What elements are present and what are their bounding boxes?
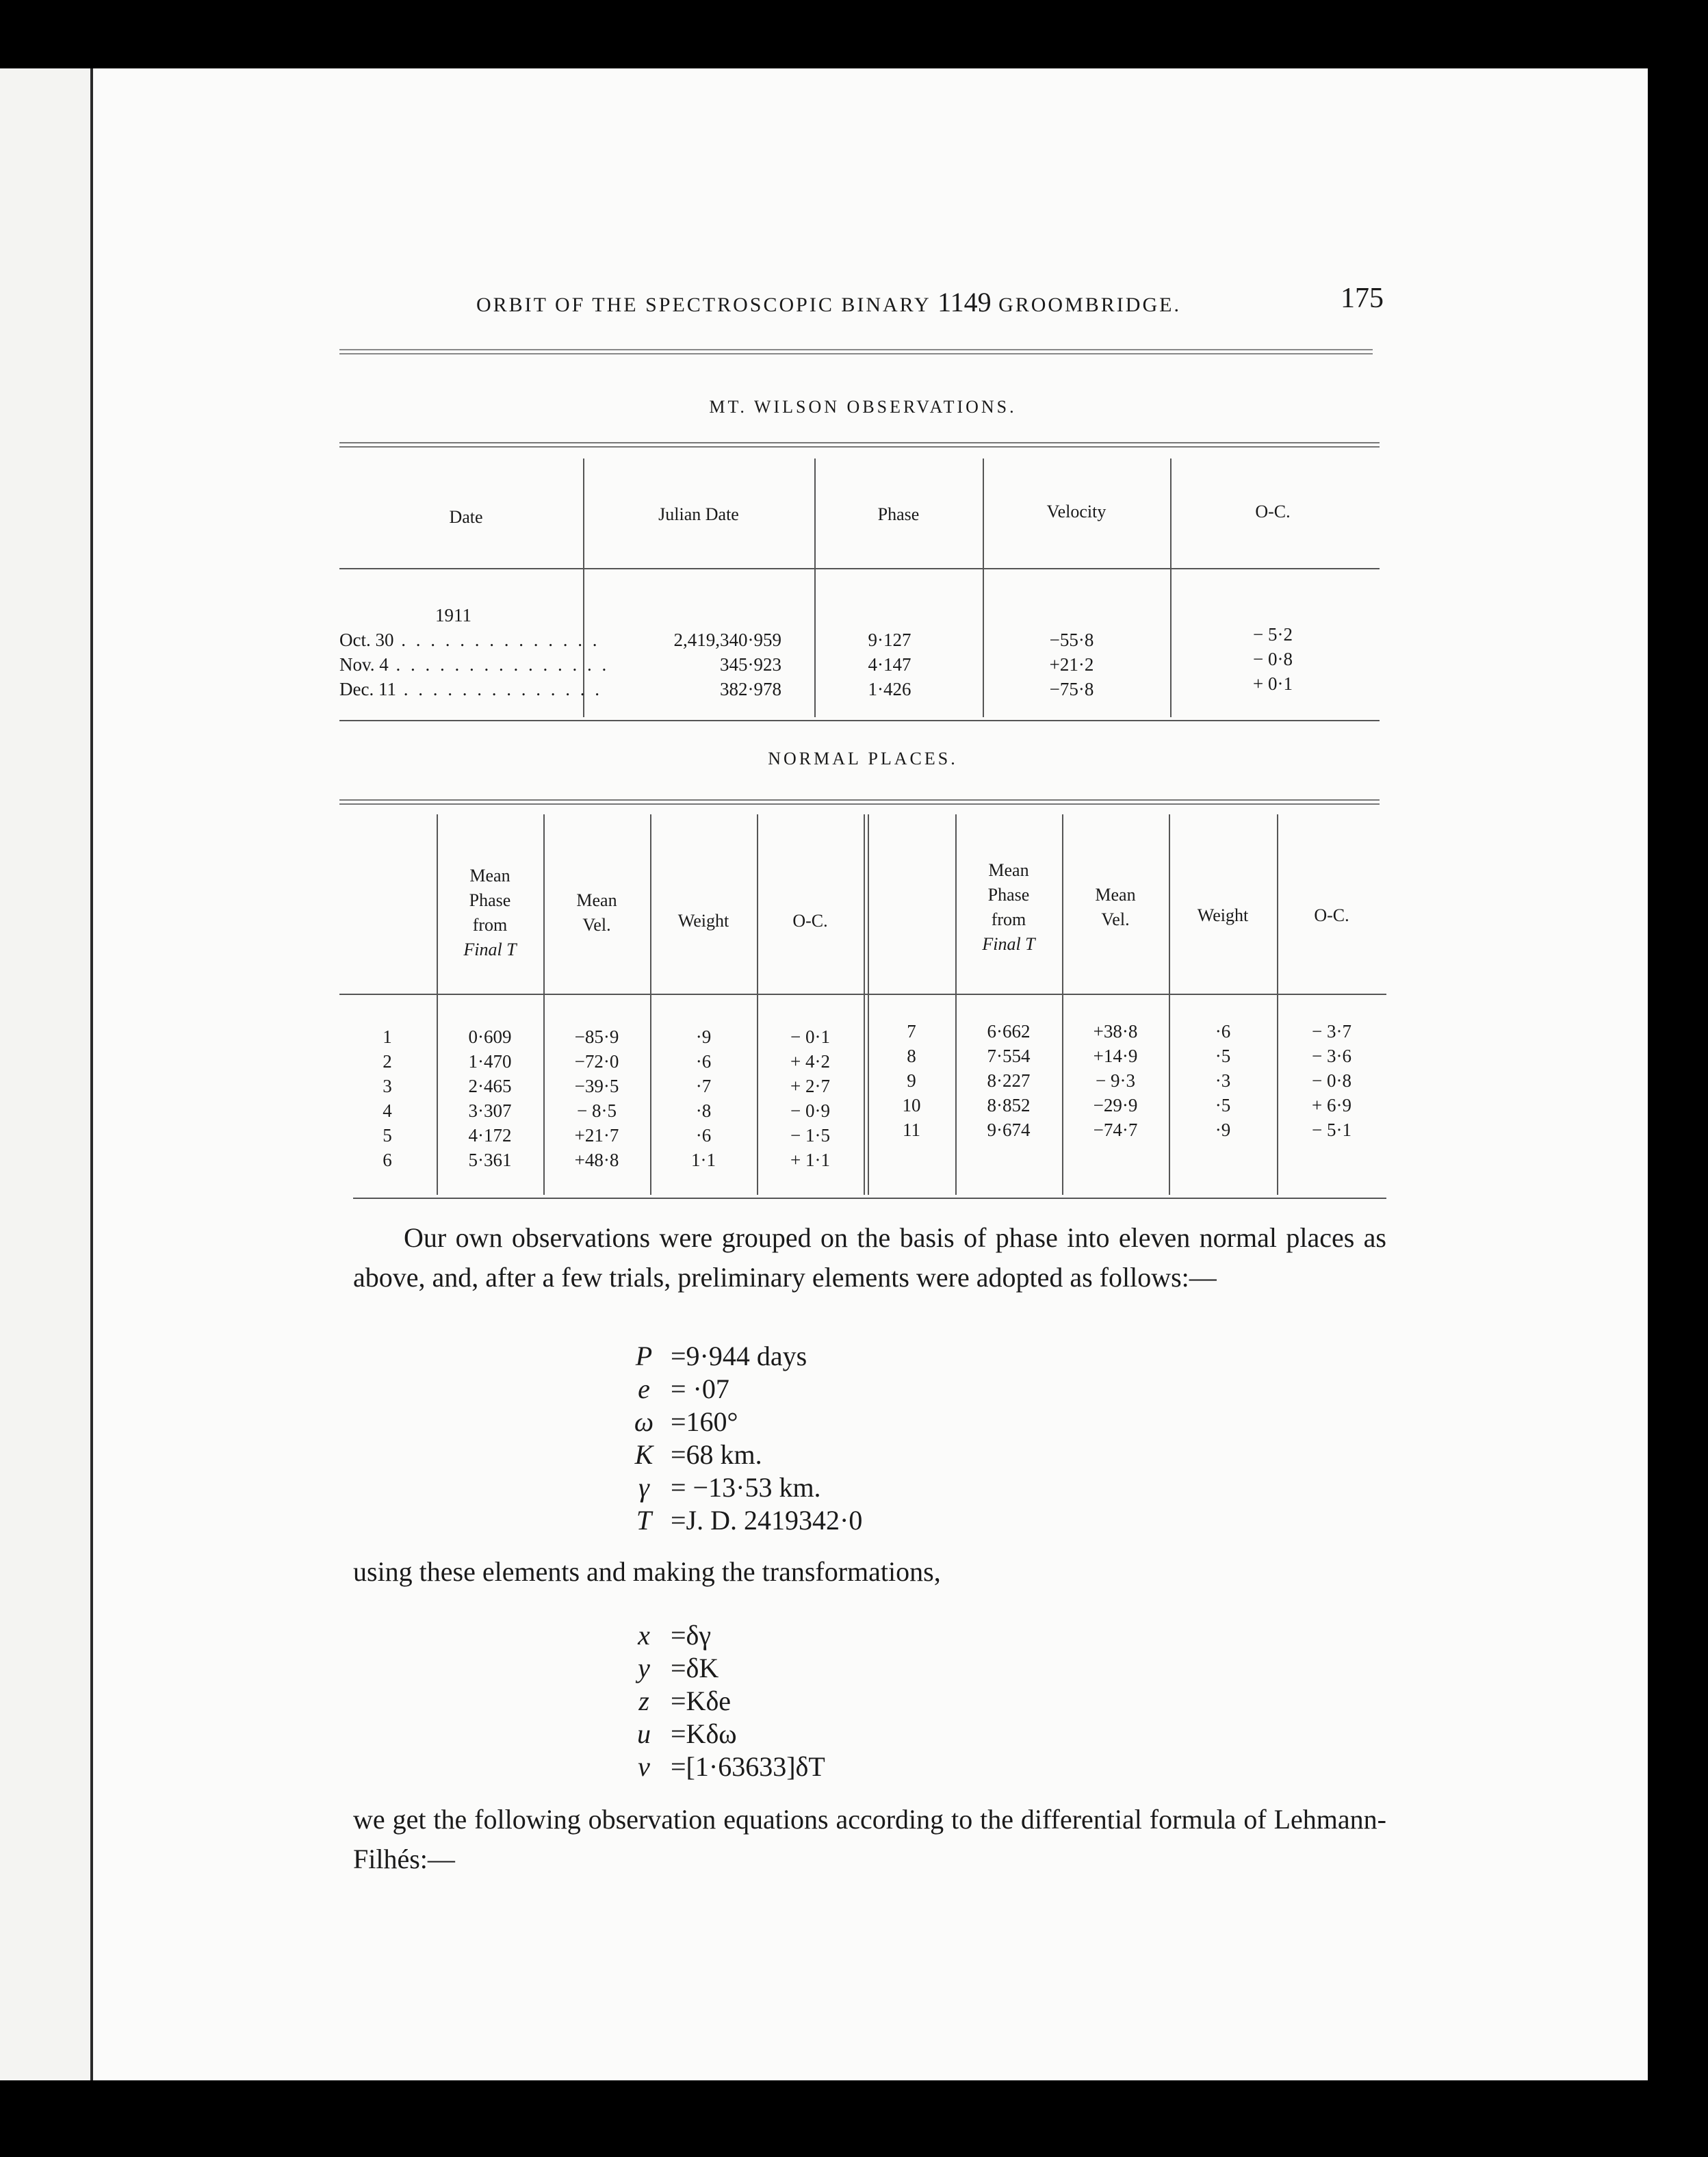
double-rule bbox=[339, 353, 1373, 354]
col-header-weight: Weight bbox=[677, 911, 729, 931]
element-row: T =J. D. 2419342·0 bbox=[636, 1505, 863, 1536]
paragraph-transformations: using these elements and making the transformations, bbox=[353, 1556, 941, 1587]
oc-cell: − 0·8 bbox=[1253, 649, 1293, 669]
col-header-date: Date bbox=[449, 507, 483, 527]
julian-cell: 2,419,340·959 bbox=[673, 630, 781, 650]
element-row: ω =160° bbox=[634, 1406, 738, 1437]
col-header-mean-phase: Mean Phase from Final T bbox=[463, 866, 517, 959]
paragraph-equations: we get the following observation equations according to the differential formula of Lehmann-Filhés:— bbox=[353, 1804, 1386, 1874]
transform-row: z =Kδe bbox=[638, 1685, 732, 1716]
date-cell: Oct. 30 . . . . . . . . . . . . . . bbox=[339, 630, 600, 650]
transform-row: u =Kδω bbox=[637, 1718, 737, 1749]
running-title-end: GROOMBRIDGE. bbox=[998, 294, 1181, 316]
running-title bbox=[476, 286, 1325, 318]
normal-places-title: NORMAL PLACES. bbox=[768, 749, 958, 768]
table-bottom-rule bbox=[339, 720, 1380, 721]
double-rule bbox=[339, 349, 1373, 350]
col-header-velocity: Velocity bbox=[1046, 502, 1107, 521]
transform-row: x =δγ bbox=[638, 1620, 712, 1651]
oc-cell: − 5·2 bbox=[1253, 624, 1293, 645]
left-page-edge bbox=[0, 68, 93, 2080]
velocity-cell: +21·2 bbox=[1049, 654, 1094, 675]
col-divider bbox=[864, 814, 865, 1195]
date-cell: Nov. 4 . . . . . . . . . . . . . . . bbox=[339, 654, 610, 675]
julian-cell: 382·978 bbox=[720, 679, 781, 699]
table-top-rule bbox=[339, 803, 1380, 805]
paragraph-intro: Our own observations were grouped on the basis of phase into eleven normal places as above, and, after a few trials, preliminary elements were adopted as follows:— bbox=[353, 1222, 1386, 1293]
col-header-oc: O-C. bbox=[1255, 502, 1291, 521]
col-header-weight: Weight bbox=[1197, 905, 1249, 925]
header-rule bbox=[339, 994, 1386, 995]
phase-cell: 4·147 bbox=[868, 654, 911, 675]
table-top-rule bbox=[339, 799, 1380, 801]
col-header-mean-vel: Mean Vel. bbox=[576, 890, 617, 935]
phase-cell: 1·426 bbox=[868, 679, 911, 699]
year-label: 1911 bbox=[435, 605, 471, 625]
element-row: γ = −13·53 km. bbox=[638, 1472, 821, 1503]
julian-cell: 345·923 bbox=[720, 654, 781, 675]
col-header-oc: O-C. bbox=[1314, 905, 1349, 925]
date-cell: Dec. 11 . . . . . . . . . . . . . . bbox=[339, 679, 602, 699]
col-header-mean-vel: Mean Vel. bbox=[1095, 885, 1136, 929]
velocity-cell: −55·8 bbox=[1049, 630, 1094, 650]
running-title-number: 1149 bbox=[937, 287, 992, 318]
col-header-julian: Julian Date bbox=[658, 504, 739, 524]
running-title-text: ORBIT OF THE SPECTROSCOPIC BINARY bbox=[476, 294, 931, 316]
velocity-cell: −75·8 bbox=[1049, 679, 1094, 699]
element-row: K =68 km. bbox=[634, 1439, 762, 1470]
element-row: P =9·944 days bbox=[635, 1341, 807, 1371]
col-header-phase: Phase bbox=[877, 504, 920, 524]
table-bottom-rule bbox=[353, 1198, 1386, 1199]
table-top-rule bbox=[339, 446, 1380, 448]
col-header-mean-phase: Mean Phase from Final T bbox=[982, 860, 1035, 954]
table-top-rule bbox=[339, 442, 1380, 443]
oc-cell: + 0·1 bbox=[1253, 673, 1293, 694]
transform-row: v =[1·63633]δT bbox=[638, 1751, 825, 1782]
header-rule bbox=[339, 568, 1380, 569]
transform-row: y =δK bbox=[638, 1653, 719, 1683]
element-row: e = ·07 bbox=[638, 1373, 729, 1404]
phase-cell: 9·127 bbox=[868, 630, 911, 650]
page: ORBIT OF THE SPECTROSCOPIC BINARY 1149 GROOMBRIDGE. 175 MT. WILSON OBSERVATIONS. Date Julian Date Phase Velocity O-C. 1911 Oct. 30 . . . . . . . . . . . . . . Nov. 4 . . . . . . . . . . . . . . . Dec. 11 . . . . . . . . . . . . . . 2,419,340·959 345·923 382·978 9·127 4·147 1·426 −55·8 +21·2 −75·8 − 5·2 − 0·8 + 0·1 NORMAL PLACES. Mean Phase from Final T Mean Vel. Weight O-C. Mean Phase from Final T Mean Vel. Weight O-C. 1 0·609 −85·9 ·9 − 0·1 2 1·470 −72·0 ·6 + 4·2 3 2·465 −39·5 ·7 + 2·7 4 3·307 − 8·5 ·8 − 0·9 5 4·172 +21·7 ·6 − 1·5 6 5·361 +48·8 1·1 + 1·1 7 6·662 +38·8 ·6 − 3·7 8 7·554 +14·9 ·5 − 3·6 9 8·227 − 9·3 ·3 − 0·8 10 8·852 −29·9 ·5 + 6·9 11 9·674 −74·7 ·9 − 5·1 Our own observations were grouped on the basis of phase into eleven normal places as above, and, after a few trials, preliminary elements were adopted as follows:— P =9·944 days e = ·07 ω =160° K =68 km. γ = −13·53 km. T =J. D. 2419342·0 using these elements and making the transformations, x =δγ y =δK z =Kδe u =Kδω v =[1·63633]δT we get the following observation equations according to the differential formula of Lehmann-Filhés:— bbox=[93, 68, 1648, 2080]
col-header-oc: O-C. bbox=[792, 911, 828, 931]
page-number: 175 bbox=[1341, 283, 1384, 314]
mt-wilson-title: MT. WILSON OBSERVATIONS. bbox=[709, 397, 1017, 417]
